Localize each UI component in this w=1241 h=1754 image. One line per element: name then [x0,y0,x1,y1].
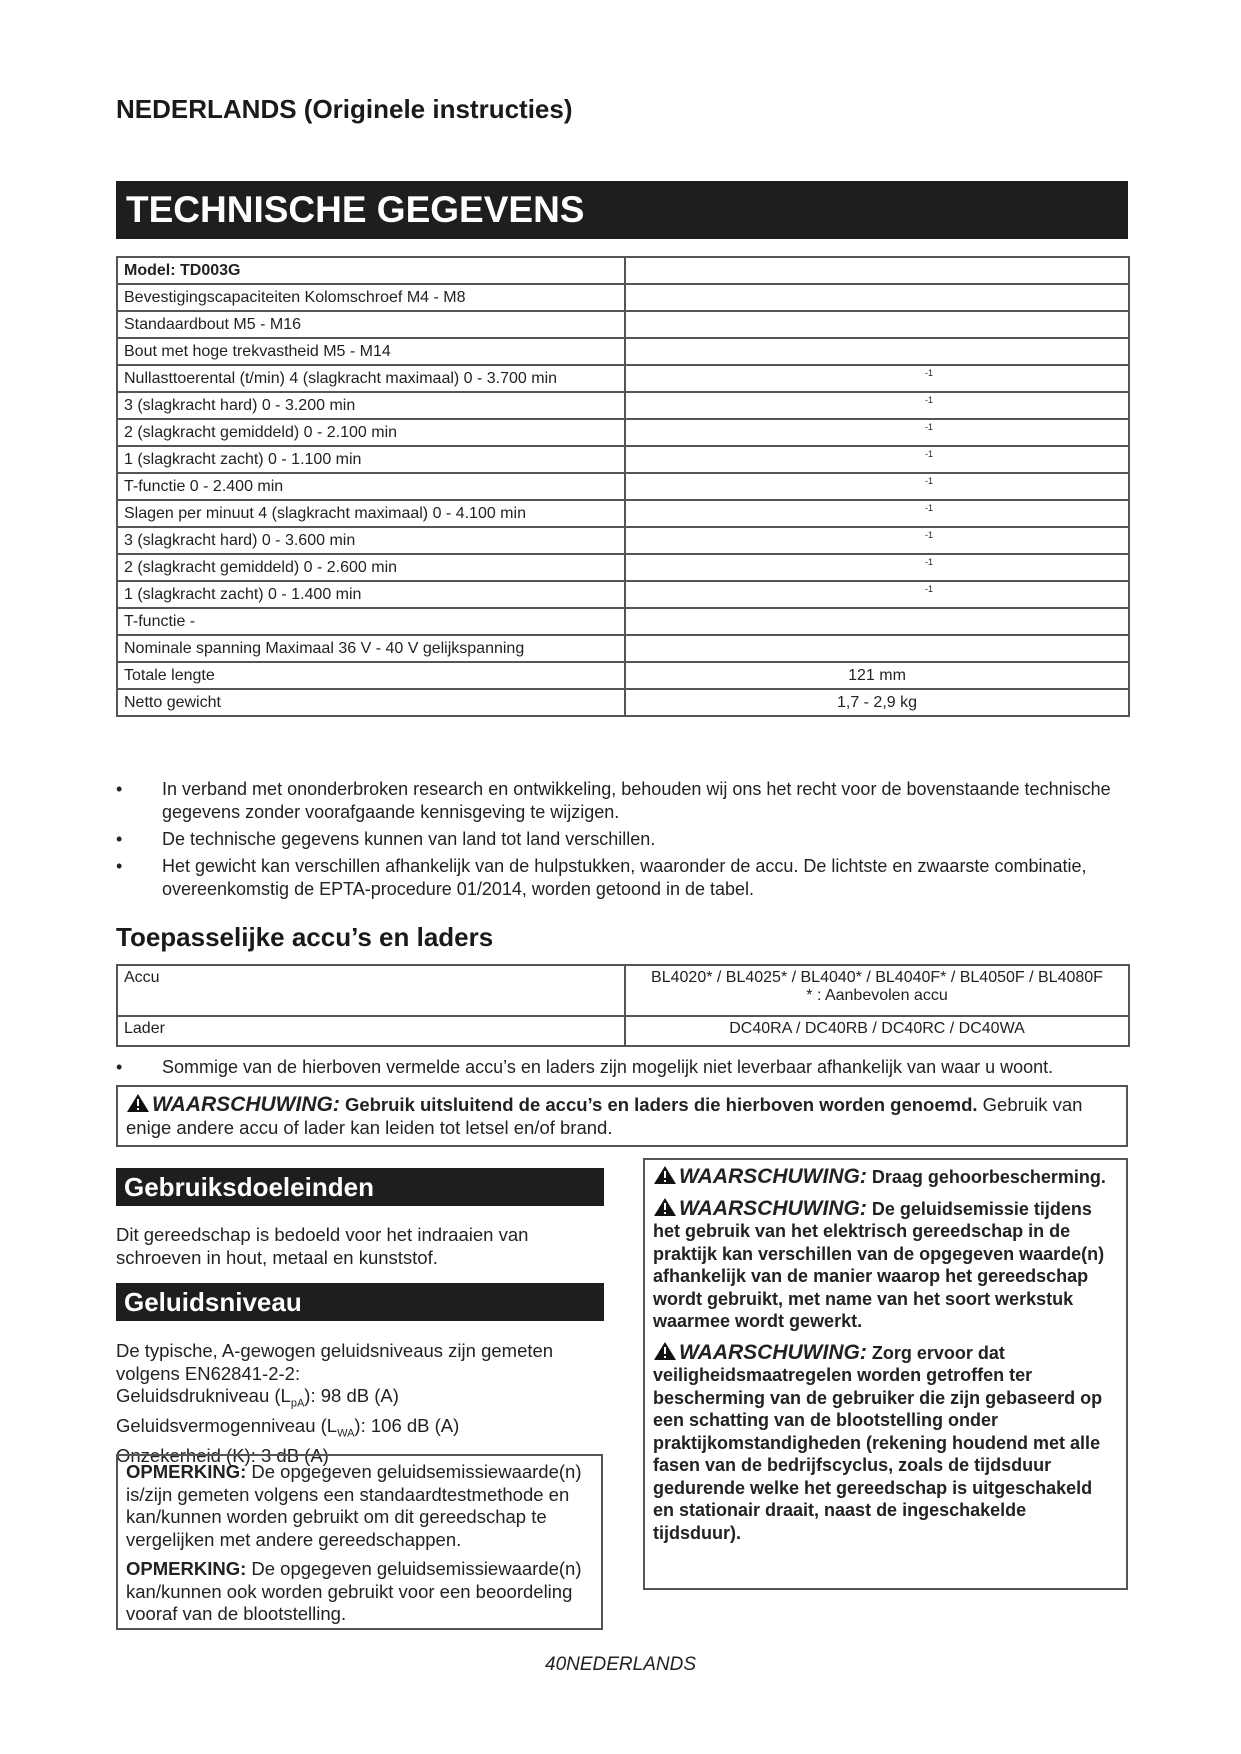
warning-label: WAARSCHUWING: [679,1196,867,1220]
spec-label-cell: Netto gewicht [117,689,625,716]
warning-text-3: Zorg ervoor dat veiligheidsmaatregelen worden getroffen ter bescherming van de gebruiker die zijn gebaseerd op een schatting van de blootstelling onder praktijkomstandigheden (rekening houdend met alle fasen van de bedrijfscyclus, zoals de tijdsduur gedurende welke het gereedschap is uitgeschakeld en stationair draait, naast de ingeschakelde tijdsduur). [653,1342,1103,1543]
spec-value-cell [625,554,1129,581]
table-row [117,527,1129,554]
list-item: • Sommige van de hierboven vermelde accu’s en laders zijn mogelijk niet leverbaar afhankelijk van waar u woont. [116,1056,1146,1079]
spec-value-cell [625,500,1129,527]
spec-label-cell: 2 (slagkracht gemiddeld) 0 - 2.100 min [117,419,625,446]
table-row [117,392,1129,419]
spec-exponent: -1 [925,395,934,405]
spec-value-cell [625,473,1129,500]
spec-exponent: -1 [925,503,934,513]
note-2 [126,1558,593,1626]
note-box [116,1454,603,1630]
note-text-1: De opgegeven geluidsemissiewaarde(n) is/zijn gemeten volgens een standaardtestmethode en kan/kunnen worden gebruikt om dit gereedschap te vergelijken met andere gereedschappen. [126,1461,582,1550]
table-row [117,965,1129,1016]
warning-text-1: Draag gehoorbescherming. [871,1167,1106,1187]
spec-label-cell: 2 (slagkracht gemiddeld) 0 - 2.600 min [117,554,625,581]
spec-label-cell: T-functie - [117,608,625,635]
table-row [117,635,1129,662]
spec-label-cell: Standaardbout M5 - M16 [117,311,625,338]
section-title-accu: Toepasselijke accu’s en laders [116,922,494,952]
section-bar-usage: Gebruiksdoeleinden [116,1168,604,1206]
noise-block [116,1340,606,1468]
warning-label: WAARSCHUWING: [152,1093,340,1116]
spec-value-cell [625,446,1129,473]
spec-value-cell [625,392,1129,419]
warning-safety [653,1341,1118,1545]
note-text-2: De opgegeven geluidsemissiewaarde(n) kan/kunnen ook worden gebruikt voor een beoordeling vooraf van de blootstelling. [126,1558,582,1624]
table-row [117,608,1129,635]
spec-value: 1,7 - 2,9 kg [836,693,918,711]
availability-list [116,1056,1146,1083]
table-row [117,473,1129,500]
spec-label-cell: T-functie 0 - 2.400 min [117,473,625,500]
spec-value-cell [625,689,1129,716]
warning-label: WAARSCHUWING: [679,1340,867,1364]
warning-box [116,1085,1128,1147]
table-row [117,554,1129,581]
spec-value-cell [625,419,1129,446]
noise-pressure-value: ): 98 dB (A) [304,1385,399,1406]
table-row [117,257,1129,284]
table-row [117,419,1129,446]
note-label: OPMERKING: [126,1558,247,1579]
accu-value-cell [625,965,1129,1016]
spec-value-cell [625,365,1129,392]
warning-bold-text: Gebruik uitsluitend de accu’s en laders die hierboven worden genoemd. [344,1094,978,1115]
warning-text-2: De geluidsemissie tijdens het gebruik van het elektrisch gereedschap in de praktijk kan verschillen van de opgegeven waarde(n) afhankelijk van de manier waarop het gereedschap wordt gebruikt, met name van het soort werkstuk waarmee wordt gewerkt. [653,1198,1105,1331]
warning-triangle-icon [126,1093,150,1113]
spec-exponent: -1 [925,422,934,432]
accu-note: * : Aanbevolen accu [806,987,948,1004]
accu-value: BL4020* / BL4025* / BL4040* / BL4040F* / BL4050F / BL4080F [651,969,1103,986]
note-label: OPMERKING: [126,1461,247,1482]
section-bar-noise: Geluidsniveau [116,1283,604,1321]
noise-pressure [116,1385,606,1415]
spec-label-cell: 1 (slagkracht zacht) 0 - 1.100 min [117,446,625,473]
page-title: TECHNISCHE GEGEVENS [116,181,1128,239]
table-row [117,500,1129,527]
noise-pressure-label: Geluidsdrukniveau (L [116,1385,291,1406]
list-item: • In verband met ononderbroken research en ontwikkeling, behouden wij ons het recht voor de bovenstaande technische gegevens zonder voorafgaande kennisgeving te wijzigen. [116,778,1128,824]
model-cell: Model: TD003G [117,257,625,284]
spec-exponent: -1 [925,530,934,540]
spec-label-cell: Bevestigingscapaciteiten Kolomschroef M4 - M8 [117,284,625,311]
spec-table [116,256,1130,717]
warning-label: WAARSCHUWING: [679,1165,867,1188]
warning-triangle-icon [653,1197,677,1217]
spec-value-cell [625,581,1129,608]
spec-value-cell [625,662,1129,689]
spec-value-cell [625,608,1129,635]
spec-exponent: -1 [925,449,934,459]
spec-label-cell: 3 (slagkracht hard) 0 - 3.200 min [117,392,625,419]
noise-power [116,1415,606,1445]
page-footer: 40NEDERLANDS [545,1654,696,1675]
accu-table [116,964,1130,1047]
noise-power-label: Geluidsvermogenniveau (L [116,1415,338,1437]
spec-value-cell [625,284,1129,311]
spec-label-cell: Totale lengte [117,662,625,689]
spec-exponent: -1 [925,368,934,378]
warning-emission [653,1197,1118,1333]
spec-exponent: -1 [925,476,934,486]
table-row [117,581,1129,608]
warning-triangle-icon [653,1341,677,1361]
table-row [117,365,1129,392]
noise-power-sub: WA [337,1427,355,1440]
spec-label-cell: Bout met hoge trekvastheid M5 - M14 [117,338,625,365]
table-row [117,662,1129,689]
spec-label-cell: Nullasttoerental (t/min) 4 (slagkracht maximaal) 0 - 3.700 min [117,365,625,392]
noise-power-value: ): 106 dB (A) [354,1415,460,1437]
language-header: NEDERLANDS (Originele instructies) [116,94,573,124]
accu-label: Accu [117,965,625,1016]
warning-text: Gebruik van enige andere accu of lader kan leiden tot letsel en/of brand. [126,1094,1083,1138]
lader-value: DC40RA / DC40RB / DC40RC / DC40WA [625,1016,1129,1046]
table-row [117,311,1129,338]
notes-list [116,778,1128,905]
table-row [117,446,1129,473]
spec-value-cell [625,527,1129,554]
noise-pressure-sub: pA [290,1397,305,1410]
table-row [117,689,1129,716]
spec-value-cell [625,635,1129,662]
spec-exponent: -1 [925,584,934,594]
spec-value-cell [625,338,1129,365]
usage-text: Dit gereedschap is bedoeld voor het indraaien van schroeven in hout, metaal en kunststof. [116,1224,529,1268]
spec-label-cell: Slagen per minuut 4 (slagkracht maximaal) 0 - 4.100 min [117,500,625,527]
warning-hearing [653,1165,1118,1189]
note-1 [126,1461,593,1551]
list-item: • Het gewicht kan verschillen afhankelijk van de hulpstukken, waaronder de accu. De lichtste en zwaarste combinatie, overeenkomstig de EPTA-procedure 01/2014, worden getoond in de tabel. [116,855,1128,901]
lader-label: Lader [117,1016,625,1046]
table-row [117,284,1129,311]
list-item: • De technische gegevens kunnen van land tot land verschillen. [116,828,1128,851]
spec-label-cell: 1 (slagkracht zacht) 0 - 1.400 min [117,581,625,608]
spec-label-cell: 3 (slagkracht hard) 0 - 3.600 min [117,527,625,554]
warning-triangle-icon [653,1165,677,1185]
right-warning-box [643,1158,1128,1590]
noise-uncertainty: Onzekerheid (K): 3 dB (A) [116,1445,329,1467]
table-row [117,1016,1129,1046]
model-value-cell [625,257,1129,284]
table-row [117,338,1129,365]
spec-value: 121 mm [848,666,906,684]
spec-label-cell: Nominale spanning Maximaal 36 V - 40 V gelijkspanning [117,635,625,662]
noise-intro: De typische, A-gewogen geluidsniveaus zijn gemeten volgens EN62841-2-2: [116,1340,554,1384]
spec-value-cell [625,311,1129,338]
spec-exponent: -1 [925,557,934,567]
